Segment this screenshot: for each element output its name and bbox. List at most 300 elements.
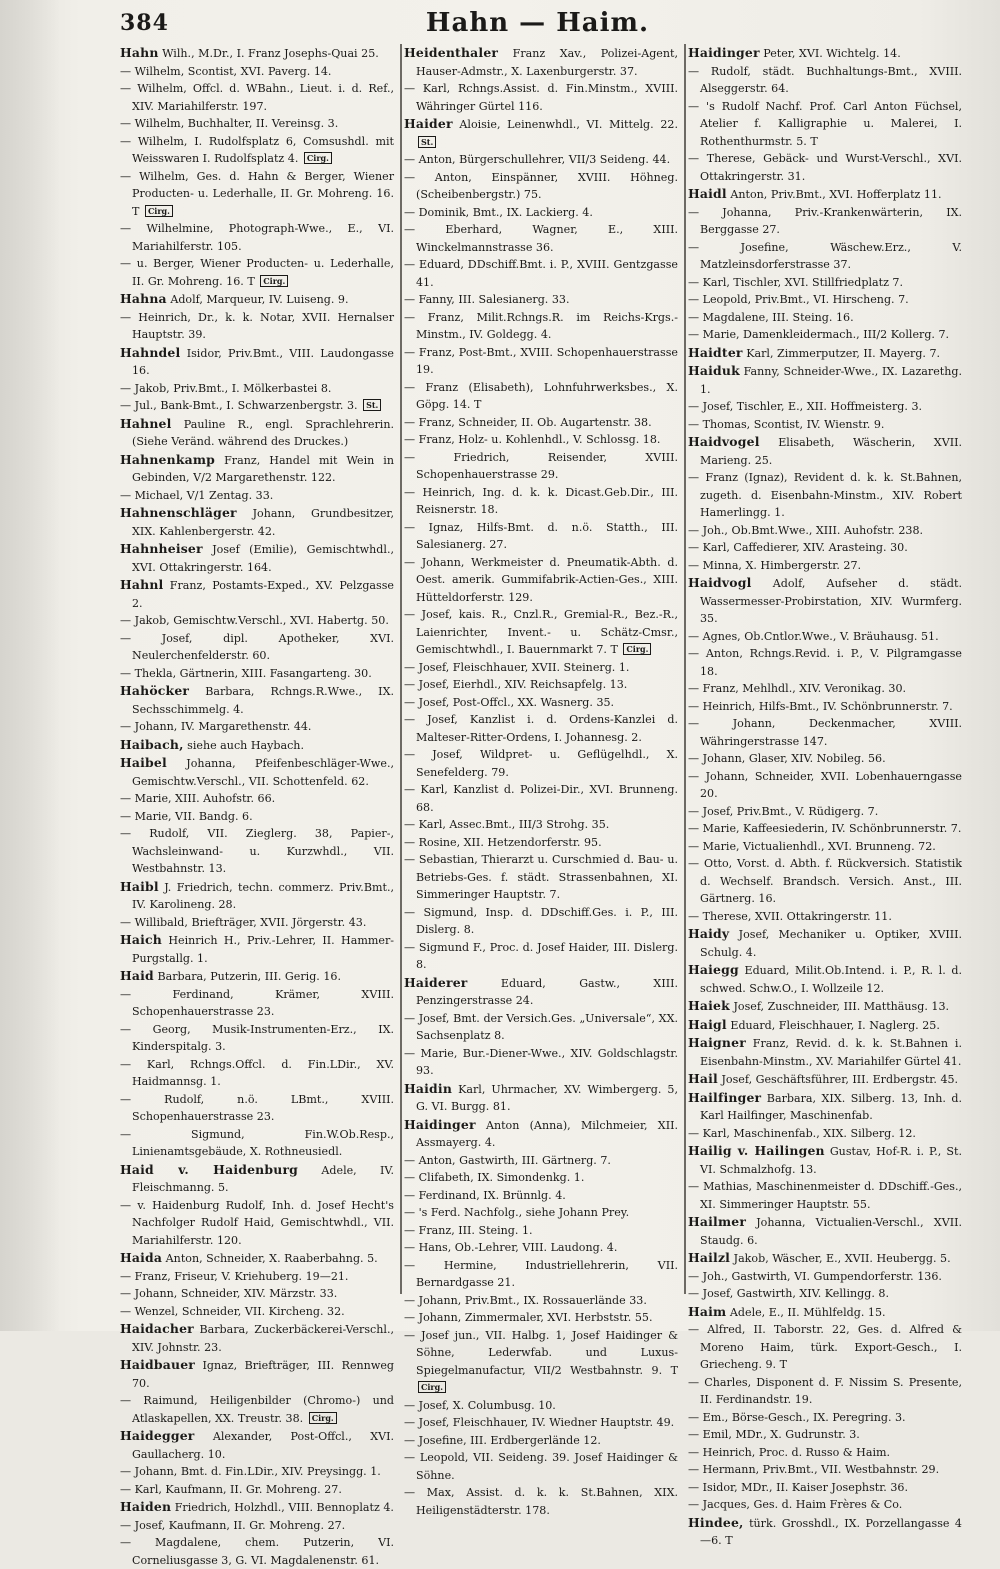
directory-entry-heading (688, 1249, 962, 1268)
entry-text: — Heinrich, Dr., k. k. Notar, XVII. Hernalser Hauptstr. 39. (120, 310, 394, 341)
directory-entry (404, 711, 678, 746)
directory-entry (404, 151, 678, 169)
entry-text: — Sebastian, Thierarzt u. Curschmied d. Bau- u. Betriebs-Ges. f. städt. Strassenbahnen, XI. Simmeringer Hauptstr. 7. (404, 853, 678, 901)
entry-text: — Anton, Bürgerschullehrer, VII/3 Seideng. 44. (404, 153, 671, 166)
directory-entry (120, 397, 394, 415)
entry-text: — Franz, Milit.Rchngs.R. im Reichs-Krgs.-Minstm., IV. Goldegg. 4. (404, 310, 678, 341)
entry-text: — Hans, Ob.-Lehrer, VIII. Laudong. 4. (404, 1241, 618, 1254)
entry-text: — Magdalene, chem. Putzerin, VI. Corneliusgasse 3, G. VI. Magdalenenstr. 61. (120, 1536, 394, 1567)
entry-text: Josef, Zuschneider, III. Matthäusg. 13. (733, 1000, 950, 1013)
page-number: 384 (120, 10, 169, 36)
entry-surname: Haibl (120, 878, 159, 894)
entry-text: — Johanna, Priv.-Krankenwärterin, IX. Berggasse 27. (688, 205, 962, 236)
entry-text: — Michael, V/1 Zentag. 33. (120, 488, 274, 502)
entry-text: — Josef, dipl. Apotheker, XVI. Neulerchenfelderstr. 60. (120, 631, 394, 662)
entry-surname: Haibach, (120, 736, 184, 752)
entry-text: — Hermann, Priv.Bmt., VII. Westbahnstr. 29. (688, 1463, 940, 1476)
directory-entry (404, 309, 678, 344)
directory-entry-heading (688, 574, 962, 628)
entry-text: Barbara, Zuckerbäckerei-Verschl., XIV. Johnstr. 23. (132, 1323, 394, 1354)
entry-text: — Wilhelm, I. Rudolfsplatz 6, Comsushdl. mit Weisswaren I. Rudolfsplatz 4. (120, 134, 394, 165)
directory-entry-heading (688, 1089, 962, 1125)
directory-entry (120, 1056, 394, 1091)
entry-text: — Josef, Kaufmann, II. Gr. Mohreng. 27. (120, 1518, 346, 1532)
directory-entry (120, 1481, 394, 1499)
directory-entry (404, 939, 678, 974)
entry-surname: Hindee, (688, 1514, 744, 1530)
directory-entry (688, 715, 962, 750)
directory-entry (120, 1091, 394, 1126)
entry-text: Franz, Handel mit Wein in Gebinden, V/2 Margarethenstr. 122. (132, 453, 395, 484)
directory-entry (120, 790, 394, 808)
entry-surname: Haidbauer (120, 1357, 196, 1372)
directory-entry-heading (120, 1161, 394, 1197)
directory-entry (120, 80, 394, 115)
entry-surname: Hahöcker (120, 683, 190, 698)
entry-text: — Fanny, III. Salesianerg. 33. (404, 293, 570, 306)
entry-surname: Haiegg (688, 962, 739, 977)
directory-entry-heading (688, 1142, 962, 1178)
entry-surname: Haidl (688, 186, 727, 201)
entry-text: Alexander, Post-Offcl., XVI. Gaullacherg. 10. (132, 1430, 395, 1461)
directory-entry (120, 168, 394, 221)
entry-text: Adolf, Aufseher d. städt. Wassermesser-Probirstation, XIV. Wurmferg. 35. (700, 577, 962, 625)
directory-entry (120, 808, 394, 826)
entry-text: Anton, Schneider, X. Raaberbahng. 5. (165, 1252, 378, 1265)
directory-entry (120, 309, 394, 344)
entry-surname: Haidy (688, 926, 730, 941)
entry-surname: Haiduk (688, 363, 740, 378)
entry-text: — Johann, Glaser, XIV. Nobileg. 56. (688, 752, 886, 765)
entry-text: — Johann, Bmt. d. Fin.LDir., XIV. Preysingg. 1. (120, 1465, 381, 1478)
entry-surname: Haiderer (404, 974, 468, 990)
entry-text: — Alfred, II. Taborstr. 22, Ges. d. Alfred & Moreno Haim, türk. Export-Gesch., I. Griecheng. 9. T (688, 1323, 962, 1371)
entry-surname: Hahnl (120, 577, 164, 592)
entry-surname: Hahnheiser (120, 541, 203, 556)
directory-entry (688, 680, 962, 698)
directory-entry (404, 1292, 678, 1310)
entry-text: — Leopold, Priv.Bmt., VI. Hirscheng. 7. (688, 293, 909, 306)
directory-entry (404, 834, 678, 852)
entry-text: — Wilhelm, Offcl. d. WBahn., Lieut. i. d. Ref., XIV. Mariahilferstr. 197. (120, 82, 394, 113)
entry-text: — u. Berger, Wiener Producten- u. Lederhalle, II. Gr. Mohreng. 16. T (120, 257, 394, 288)
entry-text: — Franz, III. Steing. 1. (404, 1223, 533, 1237)
directory-entry-heading (688, 961, 962, 997)
entry-text: Adele, E., II. Mühlfeldg. 15. (729, 1305, 886, 1319)
entry-text: — Emil, MDr., X. Gudrunstr. 3. (688, 1428, 860, 1441)
entry-text: — Clifabeth, IX. Simondenkg. 1. (404, 1171, 585, 1184)
directory-entry (404, 816, 678, 834)
entry-text: — Johann, Schneider, XIV. Märzstr. 33. (120, 1287, 338, 1300)
directory-entry (404, 606, 678, 659)
entry-surname: Haidinger (688, 45, 760, 60)
directory-entry-heading (688, 1303, 962, 1322)
entry-surname: Haich (120, 932, 162, 947)
directory-entry (404, 221, 678, 256)
directory-entry (688, 309, 962, 327)
entry-surname: Haider (404, 116, 453, 131)
entry-text: — Rudolf, n.ö. LBmt., XVIII. Schopenhauerstrasse 23. (120, 1092, 394, 1123)
directory-entry (120, 220, 394, 255)
directory-entry (404, 554, 678, 607)
entry-text: Peter, XVI. Wichtelg. 14. (763, 47, 901, 60)
directory-entry-heading (120, 1320, 394, 1356)
entry-text: — Franz (Elisabeth), Lohnfuhrwerksbes., X. Göpg. 14. T (404, 380, 678, 411)
directory-entry (404, 746, 678, 781)
entry-text: — Raimund, Heiligenbilder (Chromo-) und Atlaskapellen, XX. Treustr. 38. (120, 1394, 394, 1425)
scan-shadow (0, 0, 60, 1331)
entry-surname: Hail (688, 1071, 718, 1086)
entry-surname: Haidacher (120, 1321, 194, 1336)
directory-entry-heading (120, 540, 394, 576)
entry-text: siehe auch Haybach. (187, 738, 304, 752)
entry-text: Johanna, Pfeifenbeschläger-Wwe., Gemischtw.Verschl., VII. Schottenfeld. 62. (132, 757, 394, 788)
entry-surname: Heidenthaler (404, 45, 499, 60)
entry-text: Josef (Emilie), Gemischtwhdl., XVI. Ottakringerstr. 164. (132, 543, 394, 574)
entry-text: Elisabeth, Wäscherin, XVII. Marieng. 25. (700, 436, 962, 467)
directory-entry (404, 904, 678, 939)
entry-text: Johanna, Victualien-Verschl., XVII. Staudg. 6. (700, 1216, 963, 1247)
entry-text: — Jakob, Priv.Bmt., I. Mölkerbastei 8. (120, 381, 332, 395)
directory-entry (688, 768, 962, 803)
entry-text: — Joh., Gastwirth, VI. Gumpendorferstr. 136. (688, 1269, 942, 1283)
entry-badge: Cirg. (304, 152, 332, 164)
entry-text: — Ferdinand, Krämer, XVIII. Schopenhauerstrasse 23. (120, 987, 394, 1018)
entry-surname: Hahnel (120, 415, 172, 431)
entry-text: — Rudolf, VII. Zieglerg. 38, Papier-, Wachsleinwand- u. Kurzwhdl., VII. Westbahnstr. 13. (120, 827, 394, 875)
entry-surname: Hahna (120, 291, 167, 306)
entry-text: — Josef, Fleischhauer, IV. Wiedner Hauptstr. 49. (404, 1416, 675, 1429)
directory-entry-heading (120, 754, 394, 790)
directory-entry-heading (688, 925, 962, 961)
entry-text: — Willibald, Briefträger, XVII. Jörgerstr. 43. (120, 915, 367, 929)
directory-entry (404, 169, 678, 204)
directory-entry (404, 1397, 678, 1415)
directory-entry-heading (120, 1427, 394, 1463)
entry-text: — Heinrich, Ing. d. k. k. Dicast.Geb.Dir., III. Reisnerstr. 18. (404, 485, 678, 516)
directory-entry (688, 1444, 962, 1462)
entry-text: — Marie, Victualienhdl., XVI. Brunneng. 72. (688, 839, 936, 853)
entry-text: — Marie, Damenkleidermach., III/2 Kollerg. 7. (688, 328, 950, 341)
directory-entry (404, 781, 678, 816)
directory-entry (688, 1285, 962, 1303)
entry-surname: Hahnenkamp (120, 451, 216, 467)
entry-text: — Thekla, Gärtnerin, XIII. Fasangarteng. 30. (120, 666, 372, 680)
entry-text: — Sigmund F., Proc. d. Josef Haider, III. Dislerg. 8. (404, 940, 678, 971)
directory-entry-heading (120, 682, 394, 718)
entry-text: Barbara, Rchngs.R.Wwe., IX. Sechsschimmelg. 4. (132, 685, 394, 716)
entry-text: — Johann, Zimmermaler, XVI. Herbststr. 55. (404, 1311, 653, 1324)
directory-entry (404, 449, 678, 484)
directory-entry (120, 1534, 394, 1569)
directory-entry (688, 539, 962, 557)
entry-text: — Otto, Vorst. d. Abth. f. Rückversich. Statistik d. Wechself. Brandsch. Versich. Anst., III. Gärtnerg. 16. (688, 857, 962, 905)
entry-surname: Hailmer (688, 1214, 747, 1229)
directory-entry (688, 416, 962, 434)
directory-entry-heading (688, 997, 962, 1016)
directory-entry (404, 1327, 678, 1397)
entry-surname: Haidin (404, 1080, 453, 1096)
directory-entry (688, 1409, 962, 1427)
entry-text: — Josef, Eierhdl., XIV. Reichsapfelg. 13. (404, 678, 628, 691)
entry-surname: Hahn (120, 45, 159, 60)
directory-entry (404, 414, 678, 432)
entry-text: — Johann, Priv.Bmt., IX. Rossauerlände 33. (404, 1293, 647, 1307)
directory-entry (120, 1392, 394, 1427)
directory-entry (688, 628, 962, 646)
directory-entry (404, 1169, 678, 1187)
directory-entry (120, 1126, 394, 1161)
directory-entry (688, 1321, 962, 1374)
entry-text: — Minna, X. Himbergerstr. 27. (688, 558, 862, 572)
entry-badge: St. (418, 136, 436, 148)
entry-text: — Friedrich, Reisender, XVIII. Schopenhauerstrasse 29. (404, 450, 678, 481)
entry-text: — Johann, Werkmeister d. Pneumatik-Abth. d. Oest. amerik. Gummifabrik-Actien-Ges., XIII. Hütteldorferstr. 129. (404, 555, 678, 604)
entry-text: Jakob, Wäscher, E., XVII. Heubergg. 5. (733, 1252, 951, 1265)
entry-surname: Haid v. Haidenburg (120, 1161, 299, 1177)
entry-text: — Josef, Post-Offcl., XX. Wasnerg. 35. (404, 695, 615, 709)
entry-text: — Wilhelm, Scontist, XVI. Paverg. 14. (120, 64, 332, 78)
directory-entry-heading (120, 1498, 394, 1517)
directory-column-3 (688, 44, 963, 1547)
directory-entry (120, 255, 394, 290)
entry-text: — Jul., Bank-Bmt., I. Schwarzenbergstr. 3. (120, 399, 358, 412)
directory-entry (688, 398, 962, 416)
entry-text: Johann, Grundbesitzer, XIX. Kahlenbergerstr. 42. (132, 507, 394, 538)
directory-entry (688, 150, 962, 185)
entry-surname: Haida (120, 1250, 163, 1265)
directory-entry (688, 698, 962, 716)
entry-text: — Thomas, Scontist, IV. Wienstr. 9. (688, 417, 885, 431)
entry-text: — Jacques, Ges. d. Haim Frères & Co. (688, 1498, 903, 1511)
entry-text: — Josef, kais. R., Cnzl.R., Gremial-R., Bez.-R., Laienrichter, Invent.- u. Schätz-Cmsr., Gemischtwhdl., I. Bauernmarkt 7. T (404, 608, 678, 656)
entry-text: — Eberhard, Wagner, E., XIII. Winckelmannstrasse 36. (404, 223, 678, 254)
entry-text: — Josef, Priv.Bmt., V. Rüdigerg. 7. (688, 804, 879, 818)
directory-entry (120, 612, 394, 630)
directory-entry-heading (120, 931, 394, 967)
directory-entry-heading (120, 44, 394, 63)
entry-surname: Haidter (688, 344, 743, 360)
entry-text: — Johann, IV. Margarethenstr. 44. (120, 720, 312, 733)
entry-surname: Haid (120, 968, 154, 983)
entry-text: — Karl, Kanzlist d. Polizei-Dir., XVI. Brunneng. 68. (404, 783, 678, 814)
directory-entry (404, 256, 678, 291)
directory-entry-heading (404, 974, 678, 1010)
directory-entry-heading (688, 362, 962, 398)
directory-entry (404, 344, 678, 379)
entry-text: Pauline R., engl. Sprachlehrerin. (Siehe Veränd. während des Druckes.) (132, 417, 394, 448)
entry-badge: Cirg. (623, 643, 651, 655)
entry-text: — Georg, Musik-Instrumenten-Erz., IX. Kinderspitalg. 3. (120, 1022, 394, 1053)
entry-surname: Haigner (688, 1035, 746, 1050)
entry-surname: Haidvogl (688, 575, 752, 590)
directory-entry (120, 1285, 394, 1303)
entry-text: — Anton, Rchngs.Revid. i. P., V. Pilgramgasse 18. (688, 647, 962, 678)
directory-entry-heading (120, 878, 394, 914)
entry-text: — Karl, Rchngs.Assist. d. Fin.Minstm., XVIII. Währinger Gürtel 116. (404, 82, 678, 113)
directory-entry (688, 204, 962, 239)
entry-text: Anton (Anna), Milchmeier, XII. Assmayerg. 4. (416, 1118, 678, 1149)
entry-text: — Leopold, VII. Seideng. 39. Josef Haidinger & Söhne. (404, 1451, 678, 1482)
directory-entry (404, 1257, 678, 1292)
directory-entry (120, 630, 394, 665)
entry-text: Heinrich H., Priv.-Lehrer, II. Hammer-Purgstallg. 1. (132, 934, 394, 965)
entry-text: — Anton, Gastwirth, III. Gärtnerg. 7. (404, 1153, 611, 1167)
entry-surname: Haiek (688, 998, 730, 1013)
directory-entry-heading (688, 1514, 962, 1550)
entry-text: — Franz, Schneider, II. Ob. Augartenstr. 38. (404, 415, 652, 429)
entry-text: Adele, IV. Fleischmanng. 5. (132, 1163, 395, 1194)
entry-text: — Marie, Bur.-Diener-Wwe., XIV. Goldschlagstr. 93. (404, 1046, 678, 1077)
entry-text: — Hermine, Industriellehrerin, VII. Bernardgasse 21. (404, 1258, 678, 1289)
directory-entry (688, 855, 962, 908)
entry-text: — Josef jun., VII. Halbg. 1, Josef Haidinger & Söhne, Lederwfab. und Luxus-Spiegelmanufactur, VII/2 Westbahnstr. 9. T (404, 1328, 678, 1377)
entry-surname: Haidegger (120, 1428, 195, 1443)
entry-text: — Anton, Einspänner, XVIII. Höhneg. (Scheibenbergstr.) 75. (404, 170, 678, 201)
entry-text: — Therese, Gebäck- und Wurst-Verschl., XVI. Ottakringerstr. 31. (688, 152, 962, 183)
entry-text: — Marie, Kaffeesiederin, IV. Schönbrunnerstr. 7. (688, 822, 962, 835)
directory-entry (688, 1374, 962, 1409)
entry-text: Eduard, Fleischhauer, I. Naglerg. 25. (730, 1018, 940, 1032)
directory-entry-heading (688, 1016, 962, 1035)
directory-entry (120, 63, 394, 81)
entry-text: — Isidor, MDr., II. Kaiser Josephstr. 36. (688, 1480, 908, 1494)
entry-text: — Karl, Tischler, XVI. Stillfriedplatz 7. (688, 275, 904, 289)
directory-entry (404, 379, 678, 414)
directory-entry (120, 1197, 394, 1250)
entry-text: — Max, Assist. d. k. k. St.Bahnen, XIX. Heiligenstädterstr. 178. (404, 1486, 678, 1517)
directory-entry (688, 326, 962, 344)
directory-entry (688, 1496, 962, 1514)
entry-surname: Haibel (120, 755, 167, 770)
entry-text: Wilh., M.Dr., I. Franz Josephs-Quai 25. (162, 47, 379, 60)
entry-text: — Johann, Deckenmacher, XVIII. Währingerstrasse 147. (688, 717, 962, 748)
entry-text: Franz, Revid. d. k. k. St.Bahnen i. Eisenbahn-Minstm., XV. Mariahilfer Gürtel 41. (700, 1037, 962, 1068)
directory-entry (120, 1303, 394, 1321)
entry-text: — Agnes, Ob.Cntlor.Wwe., V. Bräuhausg. 51. (688, 629, 939, 643)
entry-surname: Hahnenschläger (120, 505, 237, 520)
directory-entry (404, 1045, 678, 1080)
directory-entry (688, 522, 962, 540)
directory-entry-heading (688, 1213, 962, 1249)
directory-entry (404, 484, 678, 519)
entry-text: Eduard, Milit.Ob.Intend. i. P., R. l. d. schwed. Schw.O., I. Wollzeile 12. (700, 964, 962, 995)
directory-entry (688, 1268, 962, 1286)
entry-text: — Sigmund, Fin.W.Ob.Resp., Linienamtsgebäude, X. Rothneusiedl. (120, 1127, 394, 1158)
entry-text: — Heinrich, Proc. d. Russo & Haim. (688, 1445, 891, 1459)
directory-entry (120, 1021, 394, 1056)
directory-entry-heading (404, 1116, 678, 1152)
directory-entry (688, 98, 962, 151)
entry-badge: Cirg. (309, 1412, 337, 1424)
directory-entry-heading (404, 44, 678, 80)
directory-entry (120, 986, 394, 1021)
entry-text: türk. Grosshdl., IX. Porzellangasse 4—6. T (700, 1516, 962, 1547)
entry-text: — 's Ferd. Nachfolg., siehe Johann Prey. (404, 1206, 630, 1219)
directory-entry (688, 1479, 962, 1497)
entry-text: — Franz, Friseur, V. Kriehuberg. 19—21. (120, 1269, 349, 1283)
directory-entry-heading (688, 44, 962, 63)
directory-entry (404, 1152, 678, 1170)
directory-entry-heading (688, 185, 962, 204)
directory-entry (404, 1432, 678, 1450)
directory-entry (404, 1484, 678, 1519)
entry-text: — 's Rudolf Nachf. Prof. Carl Anton Füchsel, Atelier f. Kalligraphie u. Malerei, I. Rothenthurmstr. 5. T (688, 99, 962, 148)
directory-entry (404, 1204, 678, 1222)
directory-entry-heading (120, 967, 394, 986)
entry-text: J. Friedrich, techn. commerz. Priv.Bmt., IV. Karolineng. 28. (132, 880, 394, 911)
entry-text: Ignaz, Briefträger, III. Rennweg 70. (132, 1359, 394, 1390)
entry-text: Eduard, Gastw., XIII. Penzingerstrasse 24. (416, 976, 679, 1007)
entry-text: — Josef, X. Columbusg. 10. (404, 1398, 556, 1412)
entry-text: — Sigmund, Insp. d. DDschiff.Ges. i. P., III. Dislerg. 8. (404, 905, 678, 936)
directory-entry (688, 803, 962, 821)
entry-text: — Joh., Ob.Bmt.Wwe., XIII. Auhofstr. 238. (688, 523, 924, 537)
directory-entry-heading (688, 1070, 962, 1089)
entry-text: — Em., Börse-Gesch., IX. Peregring. 3. (688, 1410, 906, 1424)
directory-column-1 (120, 44, 395, 1567)
directory-entry (404, 659, 678, 677)
entry-text: — Karl, Rchngs.Offcl. d. Fin.LDir., XV. Haidmannsg. 1. (120, 1057, 394, 1088)
directory-entry (120, 1268, 394, 1286)
entry-text: — Rosine, XII. Hetzendorferstr. 95. (404, 835, 602, 849)
directory-entry-heading (404, 1080, 678, 1116)
entry-text: — Franz, Post-Bmt., XVIII. Schopenhauerstrasse 19. (404, 345, 678, 376)
directory-entry (404, 1239, 678, 1257)
entry-text: — Josefine, III. Erdbergerlände 12. (404, 1433, 601, 1447)
directory-entry (688, 1125, 962, 1143)
entry-badge: St. (363, 399, 381, 411)
entry-text: Friedrich, Holzhdl., VIII. Bennoplatz 4. (174, 1501, 394, 1514)
directory-entry-heading (688, 344, 962, 363)
directory-entry (404, 1309, 678, 1327)
directory-entry (688, 1461, 962, 1479)
entry-text: — Josef, Wildpret- u. Geflügelhdl., X. Senefelderg. 79. (404, 748, 678, 779)
directory-entry (404, 1187, 678, 1205)
entry-text: — Jakob, Gemischtw.Verschl., XVI. Habertg. 50. (120, 614, 389, 627)
entry-surname: Haidinger (404, 1116, 476, 1132)
entry-text: Aloisie, Leinenwhdl., VI. Mittelg. 22. (459, 118, 678, 131)
directory-columns (120, 44, 963, 1567)
entry-text: Adolf, Marqueur, IV. Luiseng. 9. (170, 293, 349, 306)
directory-entry (404, 851, 678, 904)
entry-text: — Magdalene, III. Steing. 16. (688, 310, 854, 324)
entry-surname: Hailfinger (688, 1089, 762, 1105)
directory-entry (688, 291, 962, 309)
entry-text: — Eduard, DDschiff.Bmt. i. P., XVIII. Gentzgasse 41. (404, 258, 678, 289)
entry-text: Isidor, Priv.Bmt., VIII. Laudongasse 16. (132, 346, 394, 377)
entry-text: — Franz, Holz- u. Kohlenhdl., V. Schlossg. 18. (404, 433, 661, 446)
page-header (120, 8, 955, 46)
entry-text: — Karl, Caffedierer, XIV. Arasteing. 30. (688, 541, 908, 554)
directory-entry (404, 1010, 678, 1045)
entry-text: Anton, Priv.Bmt., XVI. Hofferplatz 11. (730, 188, 942, 201)
directory-entry-heading (120, 736, 394, 755)
entry-text: — Franz, Mehlhdl., XIV. Veronikag. 30. (688, 682, 907, 695)
entry-surname: Hailig v. Hailingen (688, 1143, 825, 1158)
entry-text: Franz Xav., Polizei-Agent, Hauser-Admstr., X. Laxenburgerstr. 37. (416, 47, 678, 78)
directory-entry-heading (120, 1249, 394, 1268)
entry-surname: Hailzl (688, 1250, 731, 1265)
entry-surname: Haidvogel (688, 434, 760, 449)
entry-surname: Hahndel (120, 344, 181, 360)
directory-entry (404, 676, 678, 694)
entry-badge: Cirg. (260, 275, 288, 287)
directory-entry (404, 291, 678, 309)
directory-entry (120, 914, 394, 932)
directory-entry (120, 115, 394, 133)
directory-entry (404, 1449, 678, 1484)
